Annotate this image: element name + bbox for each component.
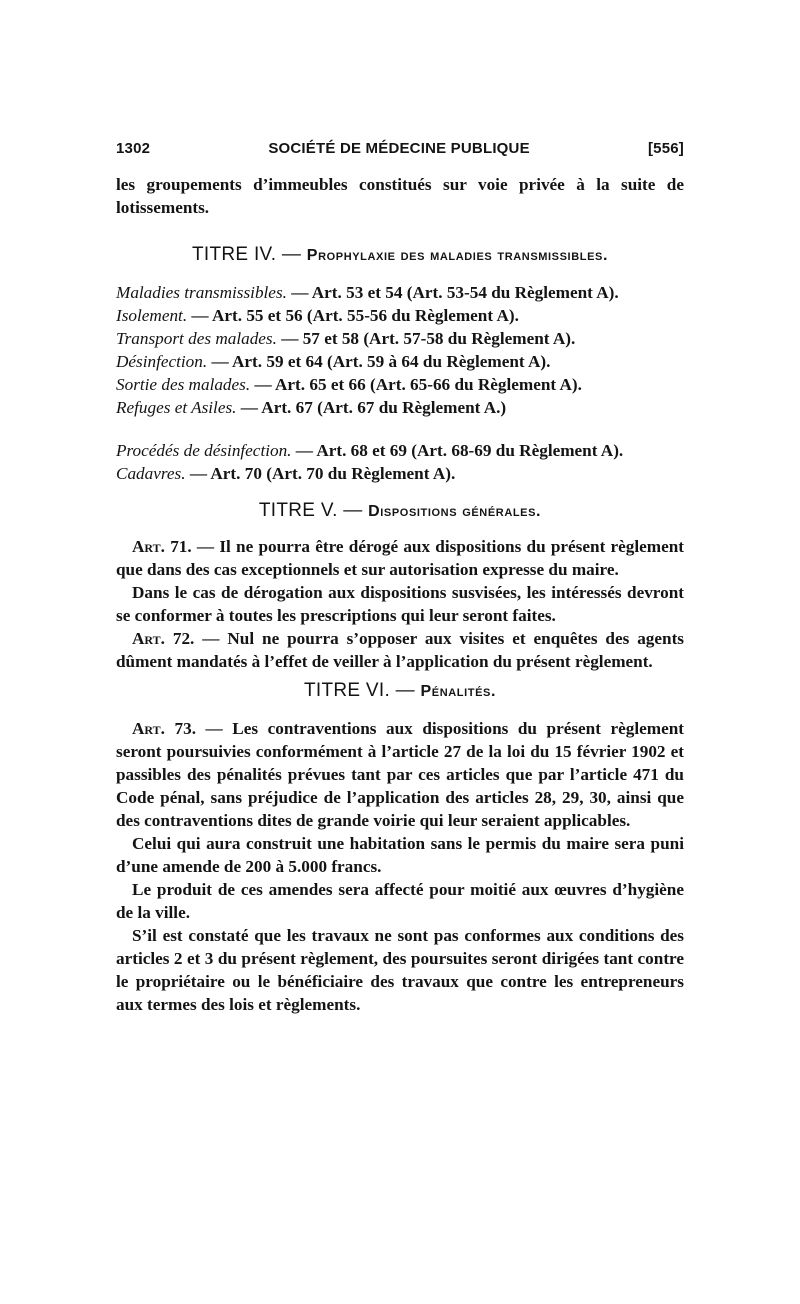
article-73 — [116, 717, 684, 832]
titre-iv-heading — [116, 239, 684, 267]
entry-label: Sortie des malades. — [116, 375, 251, 394]
titre-vi-heading — [116, 675, 684, 703]
article-73-paragraph-4: S’il est constaté que les travaux ne sont pas conformes aux conditions des articles 2 et 3 du présent règlement, des poursuites seront dirigées tant contre le propriétaire ou le bénéficiaire des travaux que contre les entrepreneurs aux termes des lois et règlements. — [116, 926, 684, 1014]
entry-refuges — [116, 396, 684, 419]
page-number: 1302 — [116, 140, 151, 157]
entry-label: Isolement. — [116, 306, 188, 325]
article-71 — [116, 535, 684, 581]
entry-isolement — [116, 304, 684, 327]
article-label: Art. 73. — [132, 719, 196, 738]
entry-text: — Art. 68 et 69 (Art. 68-69 du Règlement A). — [291, 441, 624, 460]
entry-cadavres — [116, 462, 684, 485]
journal-title: SOCIÉTÉ DE MÉDECINE PUBLIQUE — [268, 140, 530, 157]
titre-v-name: Dispositions générales. — [368, 503, 542, 520]
entry-text: — Art. 53 et 54 (Art. 53-54 du Règlement A). — [286, 283, 619, 302]
article-label: Art. 72. — [132, 629, 195, 648]
article-text: — Les contraventions aux dispositions du présent règlement seront poursuivies conformément à l’article 27 de la loi du 15 février 1902 et passibles des pénalités prévues tant par ces articles que par l’article 471 du Code pénal, sans préjudice de l’application des articles 28, 29, 30, ainsi que des contraventions dites de grande voirie qui leur seraient applicables. — [116, 719, 684, 830]
entry-text: — Art. 70 (Art. 70 du Règlement A). — [185, 464, 456, 483]
titre-iv-name: Prophylaxie des maladies transmissibles. — [306, 247, 608, 264]
titre-vi-label: TITRE VI. — — [303, 680, 421, 701]
entry-label: Refuges et Asiles. — [116, 398, 237, 417]
entry-label: Transport des malades. — [116, 329, 277, 348]
titre-v-label: TITRE V. — — [258, 500, 369, 521]
entry-text: — Art. 67 (Art. 67 du Règlement A.) — [236, 398, 507, 417]
entry-label: Maladies transmissibles. — [116, 283, 287, 302]
titre-v-heading — [116, 495, 684, 523]
titre-iv-entries-continued — [116, 439, 684, 485]
running-header — [116, 140, 684, 157]
entry-text: — Art. 59 et 64 (Art. 59 à 64 du Règlement A). — [207, 352, 551, 371]
titre-iv-label: TITRE IV. — — [191, 244, 307, 265]
entry-procedes — [116, 439, 684, 462]
titre-iv-entries — [116, 281, 684, 419]
titre-vi-name: Pénalités. — [420, 683, 497, 700]
article-71-paragraph-2: Dans le cas de dérogation aux dispositions susvisées, les intéressés devront se conformer à toutes les prescriptions qui leur seront faites. — [116, 583, 684, 625]
entry-label: Procédés de désinfection. — [116, 441, 292, 460]
entry-text: — Art. 55 et 56 (Art. 55-56 du Règlement A). — [187, 306, 519, 325]
entry-label: Cadavres. — [116, 464, 186, 483]
entry-desinfection — [116, 350, 684, 373]
entry-transport — [116, 327, 684, 350]
intro-paragraph: les groupements d’immeubles constitués sur voie privée à la suite de lotissements. — [116, 175, 684, 217]
entry-text: — 57 et 58 (Art. 57-58 du Règlement A). — [276, 329, 576, 348]
bracket-page-number: [556] — [647, 140, 684, 157]
entry-sortie — [116, 373, 684, 396]
article-72 — [116, 627, 684, 673]
spacer — [116, 419, 684, 439]
document-page — [116, 140, 684, 1016]
article-label: Art. 71. — [132, 537, 192, 556]
article-text: — Nul ne pourra s’opposer aux visites et enquêtes des agents dûment mandatés à l’effet de veiller à l’application du présent règlement. — [116, 629, 684, 671]
article-text: — Il ne pourra être dérogé aux dispositions du présent règlement que dans des cas exceptionnels et sur autorisation expresse du maire. — [116, 537, 685, 579]
entry-label: Désinfection. — [116, 352, 208, 371]
article-73-paragraph-3: Le produit de ces amendes sera affecté pour moitié aux œuvres d’hygiène de la ville. — [116, 880, 684, 922]
entry-maladies — [116, 281, 684, 304]
entry-text: — Art. 65 et 66 (Art. 65-66 du Règlement A). — [250, 375, 582, 394]
article-73-paragraph-2: Celui qui aura construit une habitation sans le permis du maire sera puni d’une amende de 200 à 5.000 francs. — [116, 834, 684, 876]
